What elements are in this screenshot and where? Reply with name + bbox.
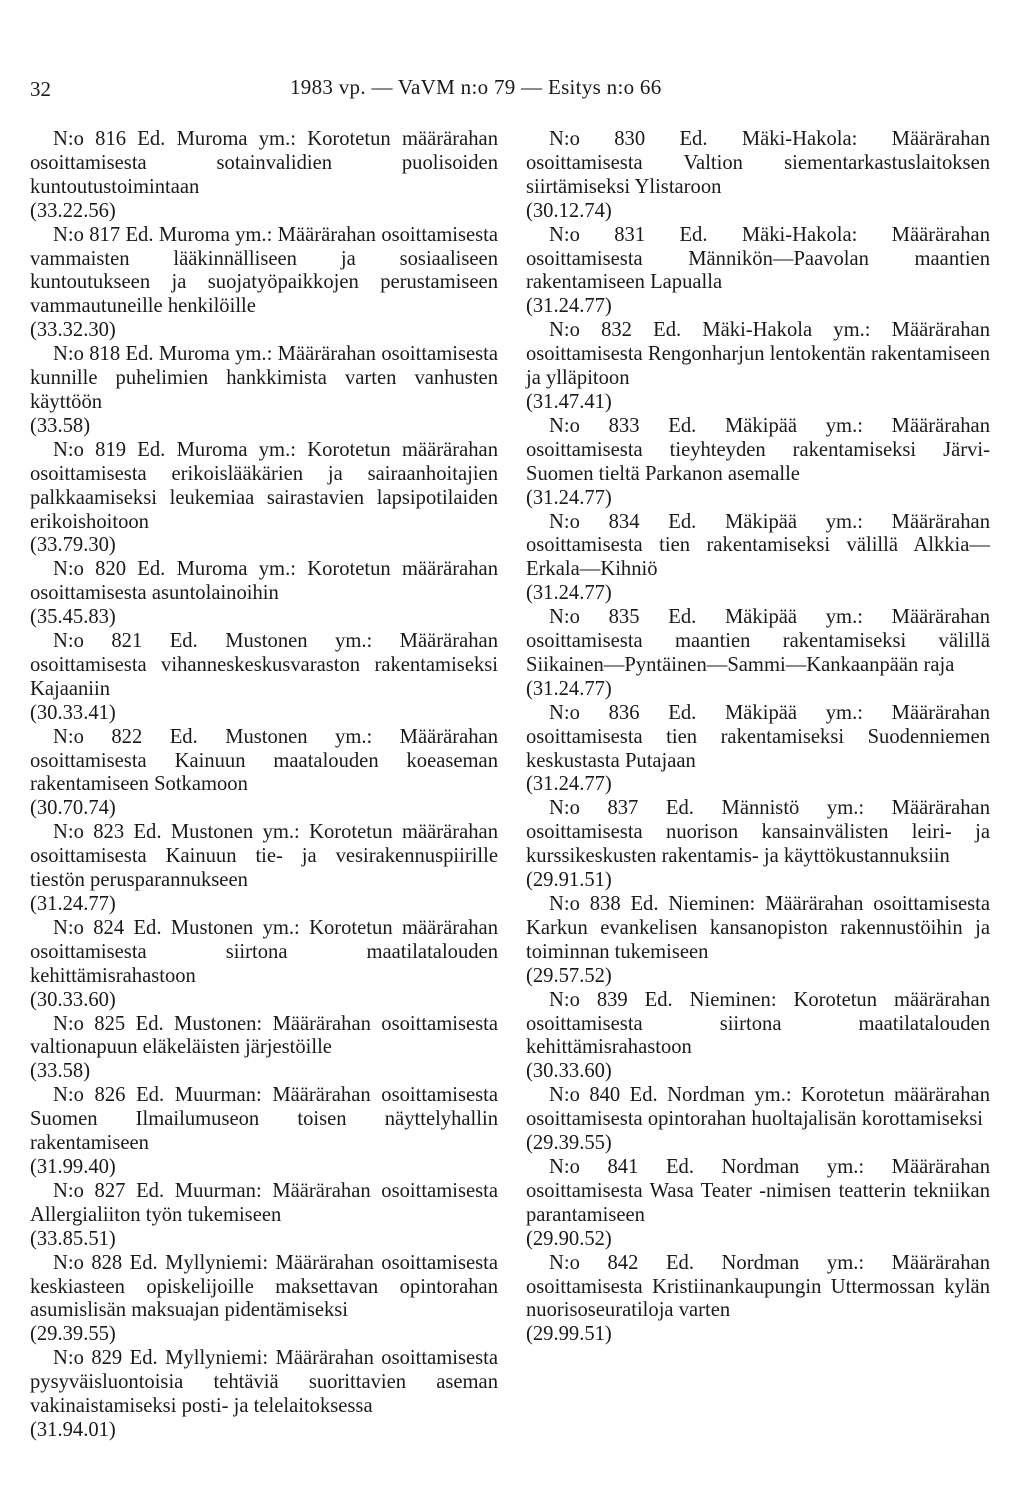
entry-816 <box>30 128 498 224</box>
entry-text: N:o 828 Ed. Myllyniemi: Määrärahan osoittamisesta keskiasteen opiskelijoille maksettavan opintorahan asumislisän maksuajan pidentämiseksi <box>30 1251 498 1322</box>
right-column <box>526 128 990 1347</box>
entry-821 <box>30 630 498 726</box>
entry-code: (31.24.77) <box>526 582 612 605</box>
entry-text: N:o 842 Ed. Nordman ym.: Määrärahan osoittamisesta Kristiinankaupungin Uttermossan kylän nuorisoseuratiloja varten <box>526 1251 990 1322</box>
entry-836 <box>526 702 990 798</box>
entry-code: (29.91.51) <box>526 869 612 892</box>
entry-text: N:o 823 Ed. Mustonen ym.: Korotetun määrärahan osoittamisesta Kainuun tie- ja vesirakennuspiirille tiestön perusparannukseen <box>30 821 498 892</box>
entry-code: (29.57.52) <box>526 964 612 987</box>
entry-text: N:o 831 Ed. Mäki-Hakola: Määrärahan osoittamisesta Männikön—Paavolan maantien rakentamiseen Lapualla <box>526 223 990 294</box>
entry-code: (29.90.52) <box>526 1227 612 1250</box>
entry-817 <box>30 224 498 344</box>
entry-code: (31.24.77) <box>526 295 612 318</box>
entry-831 <box>526 224 990 320</box>
entry-text: N:o 833 Ed. Mäkipää ym.: Määrärahan osoittamisesta tieyhteyden rakentamiseksi Järvi-Suomen tieltä Parkanon asemalle <box>526 414 990 485</box>
entry-829 <box>30 1347 498 1443</box>
entry-text: N:o 827 Ed. Muurman: Määrärahan osoittamisesta Allergialiiton työn tukemiseen <box>30 1179 498 1226</box>
entry-832 <box>526 319 990 415</box>
entry-text: N:o 818 Ed. Muroma ym.: Määrärahan osoittamisesta kunnille puhelimien hankkimista varten vanhusten käyttöön <box>30 343 498 413</box>
entry-827 <box>30 1180 498 1252</box>
running-head: 1983 vp. — VaVM n:o 79 — Esitys n:o 66 <box>290 75 662 99</box>
entry-837 <box>526 797 990 893</box>
entry-text: N:o 841 Ed. Nordman ym.: Määrärahan osoittamisesta Wasa Teater -nimisen teatterin tekniikan parantamiseen <box>526 1155 990 1226</box>
entry-code: (31.24.77) <box>526 486 612 509</box>
entry-code: (30.33.60) <box>30 988 116 1011</box>
entry-823 <box>30 821 498 917</box>
page-number: 32 <box>30 77 51 101</box>
entry-822 <box>30 726 498 822</box>
entry-code: (29.39.55) <box>30 1323 116 1346</box>
entry-text: N:o 835 Ed. Mäkipää ym.: Määrärahan osoittamisesta maantien rakentamiseksi välillä Siikainen—Pyntäinen—Sammi—Kankaanpään raja <box>526 606 990 676</box>
entry-820 <box>30 558 498 630</box>
entry-code: (29.99.51) <box>526 1323 612 1346</box>
entry-text: N:o 820 Ed. Muroma ym.: Korotetun määrärahan osoittamisesta asuntolainoihin <box>30 558 498 605</box>
entry-code: (31.94.01) <box>30 1418 116 1441</box>
entry-code: (30.70.74) <box>30 797 116 820</box>
entry-text: N:o 836 Ed. Mäkipää ym.: Määrärahan osoittamisesta tien rakentamiseksi Suodenniemen keskustasta Putajaan <box>526 701 990 772</box>
entry-code: (33.32.30) <box>30 319 116 342</box>
entry-842 <box>526 1252 990 1348</box>
entry-838 <box>526 893 990 989</box>
entry-text: N:o 826 Ed. Muurman: Määrärahan osoittamisesta Suomen Ilmailumuseon toisen näyttelyhallin rakentamiseen <box>30 1084 498 1155</box>
entry-code: (33.58) <box>30 414 91 437</box>
entry-841 <box>526 1156 990 1252</box>
entry-code: (30.33.41) <box>30 701 116 724</box>
left-column <box>30 128 498 1443</box>
entry-code: (31.99.40) <box>30 1155 116 1178</box>
entry-text: N:o 839 Ed. Nieminen: Korotetun määrärahan osoittamisesta siirtona maatilatalouden kehittämisrahastoon <box>526 988 990 1059</box>
entry-text: N:o 834 Ed. Mäkipää ym.: Määrärahan osoittamisesta tien rakentamiseksi välillä Alkkia—Erkala—Kihniö <box>526 510 990 581</box>
entry-text: N:o 837 Ed. Männistö ym.: Määrärahan osoittamisesta nuorison kansainvälisten leiri- ja kurssikeskusten rakentamis- ja käyttökustannuksiin <box>526 797 990 868</box>
entry-text: N:o 816 Ed. Muroma ym.: Korotetun määrärahan osoittamisesta sotainvalidien puolisoiden kuntoutustoimintaan <box>30 128 498 198</box>
entry-code: (29.39.55) <box>526 1132 612 1155</box>
entry-825 <box>30 1013 498 1085</box>
entry-code: (30.33.60) <box>526 1060 612 1083</box>
entry-text: N:o 821 Ed. Mustonen ym.: Määrärahan osoittamisesta vihanneskeskusvaraston rakentamiseksi Kajaaniin <box>30 630 498 700</box>
entry-text: N:o 825 Ed. Mustonen: Määrärahan osoittamisesta valtionapuun eläkeläisten järjestöille <box>30 1012 498 1059</box>
entry-text: N:o 817 Ed. Muroma ym.: Määrärahan osoittamisesta vammaisten lääkinnälliseen ja sosiaaliseen kuntoutukseen ja suojatyöpaikkojen perustamiseen vammautuneille henkilöille <box>30 223 498 318</box>
entry-code: (33.22.56) <box>30 199 116 222</box>
entry-840 <box>526 1084 990 1156</box>
entry-code: (33.79.30) <box>30 534 116 557</box>
entry-code: (31.24.77) <box>526 677 612 700</box>
entry-835 <box>526 606 990 702</box>
entry-code: (35.45.83) <box>30 606 116 629</box>
entry-code: (31.24.77) <box>526 773 612 796</box>
entry-828 <box>30 1252 498 1348</box>
entry-826 <box>30 1084 498 1180</box>
entry-text: N:o 824 Ed. Mustonen ym.: Korotetun määrärahan osoittamisesta siirtona maatilatalouden kehittämisrahastoon <box>30 916 498 987</box>
entry-830 <box>526 128 990 224</box>
entry-833 <box>526 415 990 511</box>
entry-code: (30.12.74) <box>526 199 612 222</box>
entry-text: N:o 829 Ed. Myllyniemi: Määrärahan osoittamisesta pysyväisluontoisia tehtäviä suorittavien aseman vakinaistamiseksi posti- ja telelaitoksessa <box>30 1347 498 1418</box>
entry-code: (33.85.51) <box>30 1227 116 1250</box>
entry-code: (31.24.77) <box>30 893 116 915</box>
entry-818 <box>30 343 498 439</box>
entry-code: (33.58) <box>30 1060 91 1083</box>
entry-819 <box>30 439 498 559</box>
entry-834 <box>526 511 990 607</box>
entry-824 <box>30 917 498 1013</box>
entry-text: N:o 819 Ed. Muroma ym.: Korotetun määrärahan osoittamisesta erikoislääkärien ja sairaanhoitajien palkkaamiseksi leukemiaa sairastavien lapsipotilaiden erikoishoitoon <box>30 438 498 533</box>
entry-code: (31.47.41) <box>526 390 612 413</box>
entry-839 <box>526 989 990 1085</box>
entry-text: N:o 832 Ed. Mäki-Hakola ym.: Määrärahan osoittamisesta Rengonharjun lentokentän rakentamiseen ja ylläpitoon <box>526 319 990 390</box>
entry-text: N:o 838 Ed. Nieminen: Määrärahan osoittamisesta Karkun evankelisen kansanopiston rakennustöihin ja toiminnan tukemiseen <box>526 893 990 963</box>
entry-text: N:o 840 Ed. Nordman ym.: Korotetun määrärahan osoittamisesta opintorahan huoltajalisän korottamiseksi <box>526 1084 990 1131</box>
entry-text: N:o 822 Ed. Mustonen ym.: Määrärahan osoittamisesta Kainuun maatalouden koeaseman rakentamiseen Sotkamoon <box>30 725 498 796</box>
entry-text: N:o 830 Ed. Mäki-Hakola: Määrärahan osoittamisesta Valtion siementarkastuslaitoksen siirtämiseksi Ylistaroon <box>526 128 990 198</box>
